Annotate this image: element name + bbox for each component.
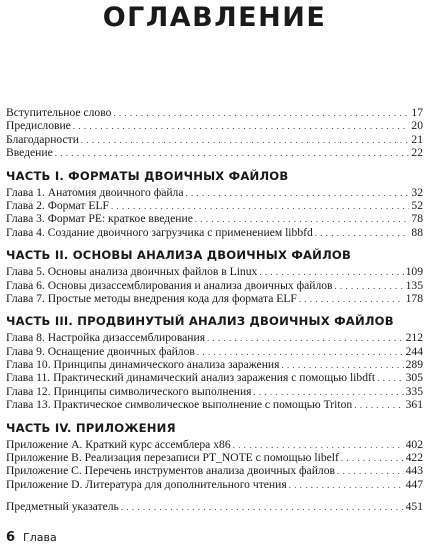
leader-dots	[113, 107, 409, 120]
leader-dots	[299, 293, 404, 306]
toc-entry[interactable]	[6, 345, 423, 358]
toc-entry-page: 335	[405, 384, 423, 398]
toc-entry-label: Предметный указатель	[6, 500, 119, 514]
toc-entry-page: 88	[411, 225, 423, 239]
toc-entry-label: Глава 6. Основы дизассемблирования и анализа двоичных файлов	[6, 278, 333, 292]
leader-dots	[186, 187, 410, 200]
part-heading[interactable]: ЧАСТЬ III. ПРОДВИНУТЫЙ АНАЛИЗ ДВОИЧНЫХ ФАЙЛОВ	[6, 314, 394, 329]
toc-entry-label: Глава 10. Принципы динамического анализа заражения	[6, 358, 280, 372]
toc-entry-page: 447	[405, 477, 423, 491]
toc-entry-page: 443	[405, 464, 423, 478]
toc-entry[interactable]	[6, 438, 423, 451]
toc-entry-label: Введение	[6, 146, 53, 160]
toc-entry-label: Глава 2. Формат ELF	[6, 198, 109, 212]
toc-entry-page: 212	[405, 331, 423, 345]
page-footer	[6, 530, 57, 545]
toc-entry[interactable]	[6, 371, 423, 384]
toc-entry[interactable]	[6, 331, 423, 344]
toc-entry-page: 17	[411, 106, 423, 119]
toc-entry-label: Приложение D. Литература для дополнительного чтения	[6, 477, 287, 491]
toc-entry-page: 361	[405, 398, 423, 412]
leader-dots	[337, 465, 404, 478]
toc-entry[interactable]	[6, 265, 423, 278]
toc-entry-page: 422	[405, 451, 423, 465]
leader-dots	[73, 120, 410, 133]
toc-entry-label: Приложение B. Реализация перезаписи PT_NOTE с помощью libelf	[6, 451, 339, 465]
toc-entry-label: Глава 7. Простые методы внедрения кода для формата ELF	[6, 291, 297, 305]
toc-entry-page: 305	[405, 371, 423, 385]
spacer	[6, 491, 423, 500]
toc-entry-label: Предисловие	[6, 119, 71, 133]
toc-entry-page: 244	[405, 344, 423, 358]
toc-entry[interactable]	[6, 119, 423, 132]
leader-dots	[281, 359, 403, 372]
page-number: 6	[6, 530, 16, 545]
toc-entry-label: Глава 1. Анатомия двоичного файла	[6, 185, 184, 199]
toc-entry-page: 135	[405, 278, 423, 292]
toc-entry[interactable]	[6, 186, 423, 199]
toc-entry[interactable]	[6, 398, 423, 411]
leader-dots	[335, 280, 404, 293]
toc-entry-label: Благодарности	[6, 132, 79, 146]
leader-dots	[81, 134, 409, 147]
toc-entry-label: Глава 11. Практический динамический анализ заражения с помощью libdft	[6, 371, 376, 385]
leader-dots	[254, 386, 404, 399]
toc-entry-page: 402	[405, 437, 423, 451]
toc-entry-page: 289	[405, 358, 423, 372]
toc-entry-label: Приложение C. Перечень инструментов анализа двоичных файлов	[6, 464, 335, 478]
toc-entry[interactable]	[6, 146, 423, 159]
leader-dots	[195, 213, 410, 226]
table-of-contents	[6, 106, 423, 514]
toc-entry-label: Глава 5. Основы анализа двоичных файлов в Linux	[6, 265, 258, 279]
toc-entry[interactable]	[6, 358, 423, 371]
toc-entry[interactable]	[6, 279, 423, 292]
toc-entry[interactable]	[6, 212, 423, 225]
toc-entry[interactable]	[6, 292, 423, 305]
toc-entry[interactable]	[6, 385, 423, 398]
leader-dots	[207, 332, 404, 345]
toc-entry-label: Глава 4. Создание двоичного загрузчика с применением libbfd	[6, 225, 313, 239]
toc-entry-label: Глава 13. Практическое символическое выполнение с помощью Triton	[6, 398, 353, 412]
leader-dots	[341, 452, 404, 465]
leader-dots	[259, 266, 403, 279]
part-heading[interactable]: ЧАСТЬ I. ФОРМАТЫ ДВОИЧНЫХ ФАЙЛОВ	[6, 168, 289, 183]
toc-entry[interactable]	[6, 464, 423, 477]
leader-dots	[377, 372, 404, 385]
toc-entry[interactable]	[6, 199, 423, 212]
toc-entry-label: Глава 9. Оснащение двоичных файлов	[6, 344, 195, 358]
toc-entry-label: Приложение A. Краткий курс ассемблера x86	[6, 437, 231, 451]
toc-entry-page: 21	[411, 132, 423, 146]
toc-entry-page: 78	[411, 212, 423, 226]
toc-entry-page: 109	[405, 265, 423, 279]
front-matter	[6, 106, 423, 160]
toc-entry-page: 32	[411, 185, 423, 199]
toc-entry[interactable]	[6, 478, 423, 491]
toc-entry[interactable]	[6, 226, 423, 239]
toc-entry-label: Глава 12. Принципы символического выполнения	[6, 384, 252, 398]
toc-entry-page: 451	[405, 500, 423, 514]
toc-entry-label: Вступительное слово	[6, 106, 112, 119]
toc-entry[interactable]	[6, 106, 423, 119]
toc-entry-label: Глава 3. Формат PE: краткое введение	[6, 212, 193, 226]
leader-dots	[315, 227, 410, 240]
leader-dots	[233, 439, 404, 452]
toc-entry-page: 52	[411, 198, 423, 212]
leader-dots	[55, 147, 410, 160]
leader-dots	[289, 479, 404, 492]
toc-entry-page: 178	[405, 291, 423, 305]
toc-entry-index[interactable]	[6, 500, 423, 513]
part-heading[interactable]: ЧАСТЬ II. ОСНОВЫ АНАЛИЗА ДВОИЧНЫХ ФАЙЛОВ	[6, 248, 352, 263]
page-title: ОГЛАВЛЕНИЕ	[102, 2, 327, 33]
part-heading[interactable]: ЧАСТЬ IV. ПРИЛОЖЕНИЯ	[6, 420, 176, 435]
toc-entry[interactable]	[6, 133, 423, 146]
leader-dots	[121, 501, 404, 514]
toc-entry-label: Глава 8. Настройка дизассемблирования	[6, 331, 206, 345]
leader-dots	[197, 346, 404, 359]
leader-dots	[354, 399, 403, 412]
running-footer-label: Глава	[23, 531, 57, 544]
leader-dots	[111, 200, 409, 213]
toc-entry[interactable]	[6, 451, 423, 464]
toc-entry-page: 20	[411, 119, 423, 133]
toc-entry-page: 22	[411, 146, 423, 160]
